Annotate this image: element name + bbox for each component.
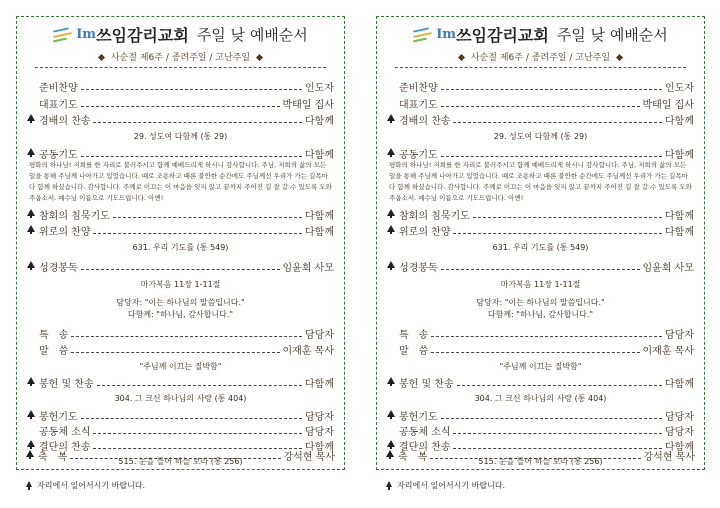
footnote-right bbox=[386, 480, 505, 491]
item-label: 축 복 bbox=[38, 452, 68, 463]
hymn-line: 29. 성도여 다함께 (통 29) bbox=[493, 132, 588, 141]
bulletin-card-right bbox=[376, 16, 705, 470]
item-label: 참회의 침묵기도 bbox=[399, 211, 470, 222]
spade-icon bbox=[27, 148, 35, 155]
subtitle-passion: 고난주일 bbox=[575, 53, 611, 63]
spade-icon bbox=[26, 481, 32, 487]
subtitle: 사순절 제6주 / 종려주일 / 고난주일 bbox=[377, 50, 704, 63]
prayer-text: 평화의 하나님! 저희를 한 자리로 불러주시고 함께 예배드리게 하시니 감사합니다. 주님, 저희의 삶의 모든 일을 통해 주님께 나아가고 있었습니다. 때로 조용하고 때론 불안한 순간에도 주님께선 우리가 가는 길목마다 함께 하셨습니다. 감사합니다. 주께로 이끄는 이 마음을 잊지 않고 끝까지 주어진 길 잘 갈 수 있도록 도와주옵소서. 예수님 이름으로 기도드립니다. 아멘! bbox=[29, 161, 332, 202]
item-label: 결단의 찬송 bbox=[399, 442, 451, 453]
hymn-line: 304. 그 크신 하나님의 사랑 (통 404) bbox=[474, 394, 607, 403]
item-label: 대표기도 bbox=[399, 100, 438, 111]
item-label: 특 송 bbox=[39, 330, 69, 341]
spade-icon bbox=[27, 410, 35, 417]
order-item-comfort-hymn bbox=[387, 224, 694, 237]
bulletin-card-left bbox=[16, 16, 345, 470]
order-item-comfort-hymn bbox=[27, 224, 334, 237]
item-leader: 인도자 bbox=[305, 83, 334, 94]
spade-icon bbox=[27, 114, 35, 121]
item-leader: 인도자 bbox=[665, 83, 694, 94]
subtitle-week: 사순절 제6주 bbox=[110, 53, 163, 63]
item-label: 특 송 bbox=[399, 330, 429, 341]
order-item-offering bbox=[387, 376, 694, 389]
item-label: 말 씀 bbox=[39, 346, 69, 357]
item-label: 성경봉독 bbox=[399, 263, 438, 274]
item-leader: 박태일 집사 bbox=[642, 100, 694, 111]
item-leader: 임윤희 사모 bbox=[282, 263, 334, 274]
item-label: 공동체 소식 bbox=[399, 427, 451, 438]
order-item-announcements bbox=[27, 424, 334, 437]
item-label: 봉헌기도 bbox=[399, 412, 438, 423]
subtitle: 사순절 제6주 / 종려주일 / 고난주일 bbox=[17, 50, 344, 63]
spade-icon bbox=[386, 450, 394, 457]
spade-icon bbox=[387, 209, 395, 216]
item-leader: 담당자 bbox=[665, 412, 694, 423]
item-leader: 다함께 bbox=[665, 116, 694, 127]
order-item-scripture bbox=[387, 260, 694, 273]
order-item-sermon bbox=[27, 343, 334, 356]
item-label: 공동기도 bbox=[39, 150, 78, 161]
hymn-line: 631. 우리 기도를 (통 549) bbox=[492, 243, 589, 252]
order-item-worship-hymn bbox=[387, 113, 694, 126]
item-leader: 담당자 bbox=[665, 330, 694, 341]
order-item-rep-prayer bbox=[27, 97, 334, 110]
order-item-confession bbox=[27, 208, 334, 221]
spade-icon bbox=[27, 225, 35, 232]
service-title: 주일 낮 예배순서 bbox=[196, 26, 308, 44]
item-leader: 이재훈 목사 bbox=[642, 346, 694, 357]
item-leader: 다함께 bbox=[665, 442, 694, 453]
item-label: 위로의 찬양 bbox=[39, 227, 91, 238]
bulletin-title bbox=[377, 23, 704, 46]
title-divider bbox=[395, 67, 686, 68]
response-line: 담당자: "이는 하나님의 말씀입니다." bbox=[476, 298, 605, 307]
hymn-line: 29. 성도여 다함께 (통 29) bbox=[133, 132, 228, 141]
bulletin-title bbox=[17, 23, 344, 46]
spade-icon bbox=[387, 225, 395, 232]
order-item-prep-praise bbox=[27, 80, 334, 93]
item-label: 결단의 찬송 bbox=[39, 442, 91, 453]
item-leader: 이재훈 목사 bbox=[282, 346, 334, 357]
spade-icon bbox=[27, 261, 35, 268]
item-leader: 다함께 bbox=[665, 150, 694, 161]
response-line: 다함께: "하나님, 감사합니다." bbox=[487, 310, 594, 319]
order-item-public-prayer bbox=[387, 147, 694, 160]
title-divider bbox=[35, 67, 326, 68]
order-item-public-prayer bbox=[27, 147, 334, 160]
diamond-icon bbox=[98, 54, 105, 61]
item-label: 공동기도 bbox=[399, 150, 438, 161]
church-logo-icon bbox=[53, 25, 75, 45]
diamond-icon bbox=[256, 54, 263, 61]
order-item-offering-prayer bbox=[387, 409, 694, 422]
item-label: 위로의 찬양 bbox=[399, 227, 451, 238]
item-label: 참회의 침묵기도 bbox=[39, 211, 110, 222]
scripture-reference: 마가복음 11장 1-11절 bbox=[500, 280, 581, 289]
order-item-confession bbox=[387, 208, 694, 221]
order-item-offering-prayer bbox=[27, 409, 334, 422]
hymn-line: 304. 그 크신 하나님의 사랑 (통 404) bbox=[114, 394, 247, 403]
prayer-text: 평화의 하나님! 저희를 한 자리로 불러주시고 함께 예배드리게 하시니 감사합니다. 주님, 저희의 삶의 모든 일을 통해 주님께 나아가고 있었습니다. 때로 조용하고 때론 불안한 순간에도 주님께선 우리가 가는 길목마다 함께 하셨습니다. 감사합니다. 주께로 이끄는 이 마음을 잊지 않고 끝까지 주어진 길 잘 갈 수 있도록 도와주옵소서. 예수님 이름으로 기도드립니다. 아멘! bbox=[389, 161, 692, 202]
hymn-line: 515. 눈을 들어 하늘 보라 (통 256) bbox=[478, 457, 603, 466]
item-label: 성경봉독 bbox=[39, 263, 78, 274]
item-label: 경배의 찬송 bbox=[39, 116, 91, 127]
service-title: 주일 낮 예배순서 bbox=[556, 26, 668, 44]
item-leader: 다함께 bbox=[665, 211, 694, 222]
item-label: 준비찬양 bbox=[39, 83, 78, 94]
order-item-benediction-right bbox=[386, 449, 695, 462]
order-item-rep-prayer bbox=[387, 97, 694, 110]
order-item-offering bbox=[27, 376, 334, 389]
hymn-line: 631. 우리 기도를 (통 549) bbox=[132, 243, 229, 252]
subtitle-passion: 고난주일 bbox=[215, 53, 251, 63]
item-label: 축 복 bbox=[398, 452, 428, 463]
response-line: 담당자: "이는 하나님의 말씀입니다." bbox=[116, 298, 245, 307]
item-label: 준비찬양 bbox=[399, 83, 438, 94]
spade-icon bbox=[27, 209, 35, 216]
church-logo-icon bbox=[413, 25, 435, 45]
item-leader: 담당자 bbox=[305, 330, 334, 341]
item-leader: 강석현 목사 bbox=[643, 452, 695, 463]
subtitle-palm: 종려주일 bbox=[171, 53, 207, 63]
church-name: 쓰임감리교회 bbox=[96, 26, 189, 45]
item-label: 공동체 소식 bbox=[39, 427, 91, 438]
church-logo-text: Im bbox=[76, 27, 97, 42]
order-item-prep-praise bbox=[387, 80, 694, 93]
item-leader: 다함께 bbox=[665, 379, 694, 390]
item-label: 봉헌기도 bbox=[39, 412, 78, 423]
item-leader: 다함께 bbox=[305, 379, 334, 390]
item-leader: 담당자 bbox=[665, 427, 694, 438]
church-name: 쓰임감리교회 bbox=[456, 26, 549, 45]
order-item-worship-hymn bbox=[27, 113, 334, 126]
item-label: 봉헌 및 찬송 bbox=[399, 379, 454, 390]
order-item-special-music bbox=[387, 327, 694, 340]
item-leader: 강석현 목사 bbox=[283, 452, 335, 463]
scripture-reference: 마가복음 11장 1-11절 bbox=[140, 280, 221, 289]
spade-icon bbox=[386, 481, 392, 487]
footnote-left bbox=[26, 480, 145, 491]
item-leader: 담당자 bbox=[305, 412, 334, 423]
item-label: 대표기도 bbox=[39, 100, 78, 111]
spade-icon bbox=[387, 410, 395, 417]
church-logo-text: Im bbox=[436, 27, 457, 42]
item-leader: 임윤희 사모 bbox=[642, 263, 694, 274]
item-label: 말 씀 bbox=[399, 346, 429, 357]
diamond-icon bbox=[616, 54, 623, 61]
order-item-announcements bbox=[387, 424, 694, 437]
subtitle-palm: 종려주일 bbox=[531, 53, 567, 63]
response-line: 다함께: "하나님, 감사합니다." bbox=[127, 310, 234, 319]
item-label: 봉헌 및 찬송 bbox=[39, 379, 94, 390]
item-leader: 다함께 bbox=[305, 442, 334, 453]
order-item-benediction-left bbox=[26, 449, 335, 462]
order-item-special-music bbox=[27, 327, 334, 340]
item-leader: 다함께 bbox=[305, 150, 334, 161]
item-leader: 다함께 bbox=[305, 116, 334, 127]
order-item-scripture bbox=[27, 260, 334, 273]
item-leader: 다함께 bbox=[305, 211, 334, 222]
sermon-title: "주님께 이끄는 질박함" bbox=[139, 362, 222, 371]
sermon-title: "주님께 이끄는 질박함" bbox=[499, 362, 582, 371]
spade-icon bbox=[387, 114, 395, 121]
subtitle-week: 사순절 제6주 bbox=[470, 53, 523, 63]
diamond-icon bbox=[458, 54, 465, 61]
spade-icon bbox=[387, 440, 395, 447]
spade-icon bbox=[27, 440, 35, 447]
footnote-text: 자리에서 일어서시기 바랍니다. bbox=[397, 481, 506, 490]
footnote-text: 자리에서 일어서시기 바랍니다. bbox=[37, 481, 146, 490]
hymn-line: 515. 눈을 들어 하늘 보라 (통 256) bbox=[118, 457, 243, 466]
spade-icon bbox=[387, 148, 395, 155]
spade-icon bbox=[387, 261, 395, 268]
order-item-sermon bbox=[387, 343, 694, 356]
item-label: 경배의 찬송 bbox=[399, 116, 451, 127]
item-leader: 담당자 bbox=[305, 427, 334, 438]
spade-icon bbox=[26, 450, 34, 457]
item-leader: 다함께 bbox=[665, 227, 694, 238]
item-leader: 다함께 bbox=[305, 227, 334, 238]
spade-icon bbox=[27, 377, 35, 384]
spade-icon bbox=[387, 377, 395, 384]
item-leader: 박태일 집사 bbox=[282, 100, 334, 111]
